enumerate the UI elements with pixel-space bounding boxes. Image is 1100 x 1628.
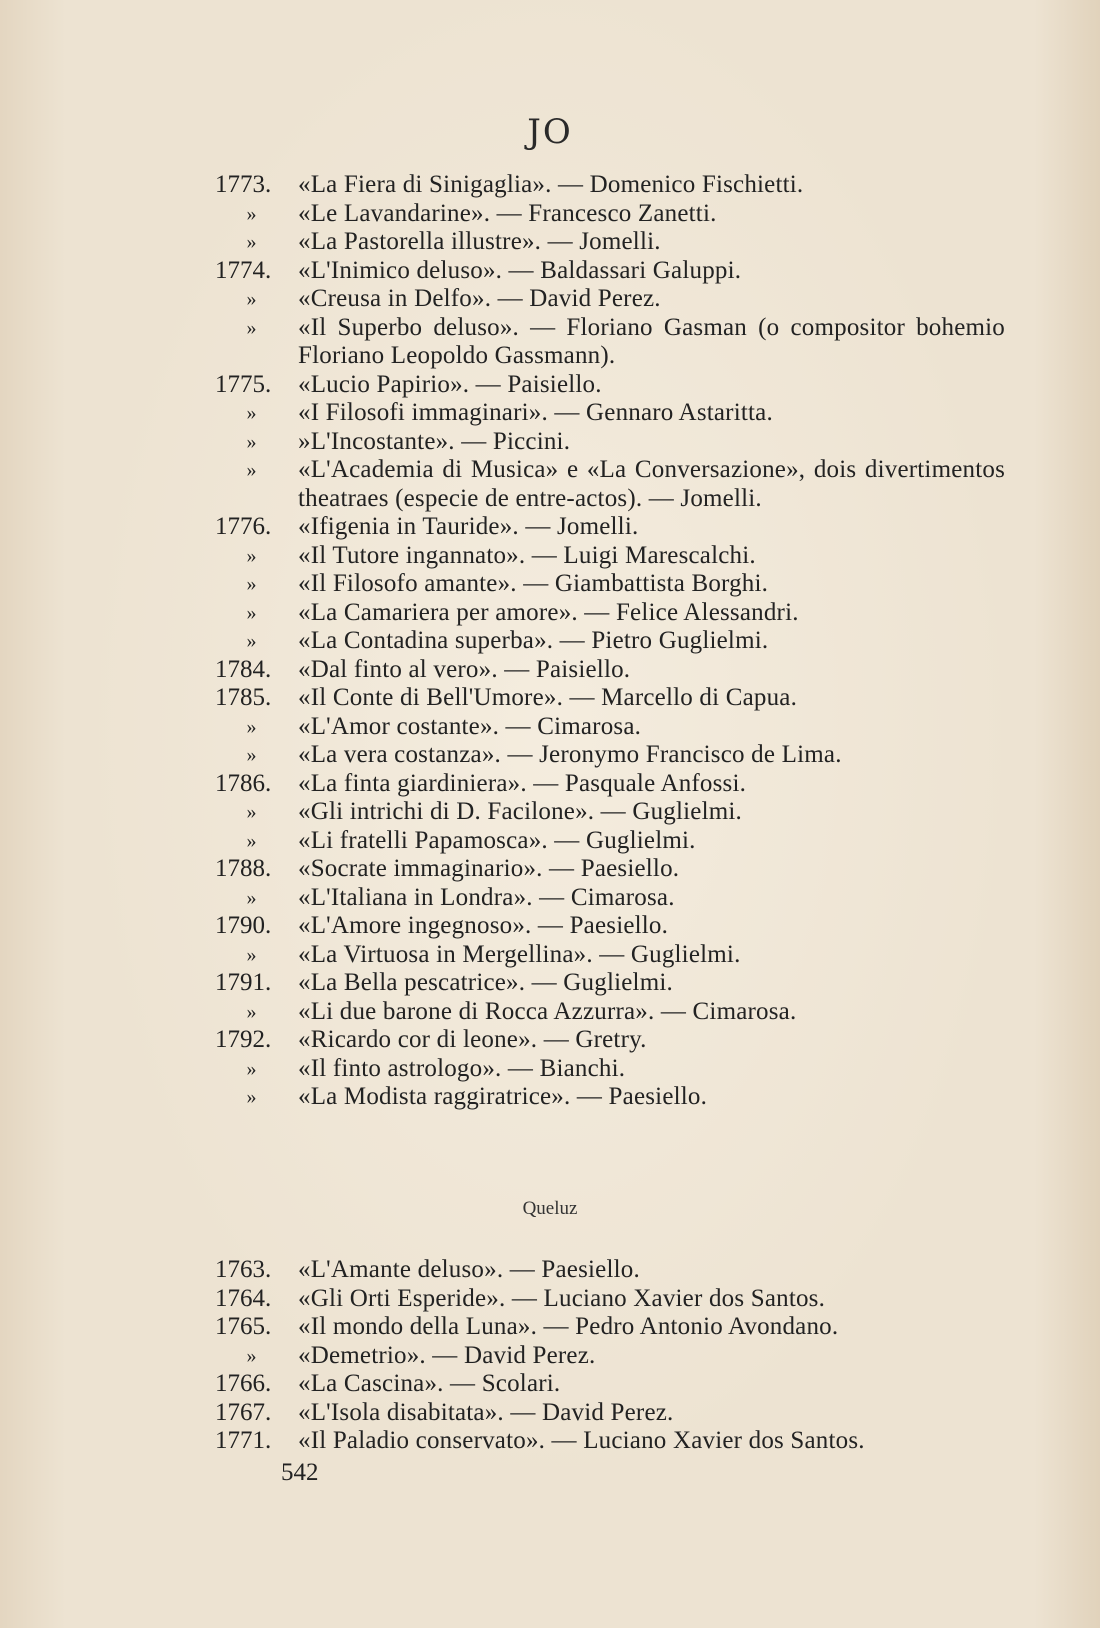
list-entry: [215, 1083, 1005, 1112]
entry-text: «Il Superbo deluso». — Floriano Gasman (o compositor bohemio Floriano Leopoldo Gassmann).: [298, 313, 1005, 369]
entry-text: «Gli intrichi di D. Facilone». — Guglielmi.: [298, 798, 742, 825]
entry-text: «Il Paladio conservato». — Luciano Xavier dos Santos.: [298, 1427, 865, 1454]
entry-text: «L'Amante deluso». — Paesiello.: [298, 1256, 640, 1283]
entry-text: «Socrate immaginario». — Paesiello.: [298, 855, 680, 882]
ditto-mark: »: [246, 573, 257, 595]
entry-year: 1788.: [215, 855, 272, 882]
list-entry: [215, 399, 1005, 428]
entry-text: «La Fiera di Sinigaglia». — Domenico Fischietti.: [298, 171, 804, 198]
entry-text: «La Pastorella illustre». — Jomelli.: [298, 228, 661, 255]
list-entry: [215, 456, 1005, 513]
list-entry: [215, 371, 1005, 400]
entry-text: «Ricardo cor di leone». — Gretry.: [298, 1026, 647, 1053]
list-entry: [215, 200, 1005, 229]
ditto-mark: »: [246, 1086, 257, 1108]
entry-text: «Li due barone di Rocca Azzurra». — Cimarosa.: [298, 997, 797, 1025]
entry-text: «Le Lavandarine». — Francesco Zanetti.: [298, 199, 717, 227]
list-entry: [215, 171, 1005, 200]
list-entry: [215, 855, 1005, 884]
entry-text: «Il Conte di Bell'Umore». — Marcello di Capua.: [298, 684, 798, 711]
entry-year: 1763.: [215, 1256, 272, 1283]
entry-year: 1766.: [215, 1370, 272, 1397]
ditto-mark: »: [246, 886, 257, 909]
entry-year: 1786.: [215, 769, 272, 797]
ditto-mark: »: [246, 202, 257, 225]
list-entry: [215, 684, 1005, 713]
list-entry: [215, 228, 1005, 257]
entry-text: «L'Italiana in Londra». — Cimarosa.: [298, 883, 675, 911]
ditto-mark: »: [246, 430, 257, 453]
entry-year: 1765.: [215, 1313, 272, 1340]
entry-text: «I Filosofi immaginari». — Gennaro Astaritta.: [298, 399, 773, 426]
entry-text: «La finta giardiniera». — Pasquale Anfossi.: [298, 769, 747, 797]
list-entry: [215, 1342, 1005, 1371]
list-entry: [215, 798, 1005, 827]
opera-list-queluz: [215, 1256, 1005, 1456]
list-entry: [215, 257, 1005, 286]
ditto-mark: »: [246, 943, 257, 966]
list-entry: [215, 1256, 1005, 1285]
ditto-mark: »: [246, 1057, 257, 1080]
entry-text: «Il Filosofo amante». — Giambattista Borghi.: [298, 570, 769, 597]
ditto-mark: »: [246, 231, 257, 253]
entry-text: «Gli Orti Esperide». — Luciano Xavier dos Santos.: [298, 1284, 826, 1312]
list-entry: [215, 1399, 1005, 1428]
entry-year: 1771.: [215, 1427, 272, 1454]
ditto-mark: »: [246, 601, 257, 624]
ditto-mark: »: [246, 829, 257, 852]
list-entry: [215, 570, 1005, 599]
list-entry: [215, 428, 1005, 457]
entry-text: «Li fratelli Papamosca». — Guglielmi.: [298, 826, 696, 854]
list-entry: [215, 627, 1005, 656]
page-number: 542: [281, 1459, 319, 1486]
entry-year: 1791.: [215, 969, 272, 996]
entry-text: «La Modista raggiratrice». — Paesiello.: [298, 1083, 708, 1110]
entry-text: «Creusa in Delfo». — David Perez.: [298, 285, 661, 312]
list-entry: [215, 285, 1005, 314]
monogram: JO: [527, 112, 573, 152]
entry-year: 1792.: [215, 1026, 272, 1053]
list-entry: [215, 770, 1005, 799]
list-entry: [215, 969, 1005, 998]
entry-text: «La Cascina». — Scolari.: [298, 1370, 561, 1397]
ditto-mark: »: [246, 288, 257, 310]
ditto-mark: »: [246, 402, 257, 424]
entry-year: 1774.: [215, 256, 272, 284]
list-entry: [215, 1313, 1005, 1342]
entry-year: 1785.: [215, 684, 272, 711]
entry-year: 1767.: [215, 1398, 272, 1426]
entry-year: 1790.: [215, 912, 272, 939]
entry-text: «Il Tutore ingannato». — Luigi Marescalchi.: [298, 541, 756, 569]
list-entry: [215, 827, 1005, 856]
ditto-mark: »: [246, 630, 257, 652]
entry-year: 1776.: [215, 513, 272, 540]
list-entry: [215, 884, 1005, 913]
list-entry: [215, 713, 1005, 742]
list-entry: [215, 912, 1005, 941]
ditto-mark: »: [246, 1344, 257, 1367]
entry-text: «Demetrio». — David Perez.: [298, 1341, 596, 1369]
ditto-mark: »: [246, 801, 257, 823]
list-entry: [215, 998, 1005, 1027]
ditto-mark: »: [246, 715, 257, 738]
list-entry: [215, 656, 1005, 685]
list-entry: [215, 542, 1005, 571]
entry-text: «La Contadina superba». — Pietro Guglielmi.: [298, 627, 769, 654]
section-heading: Queluz: [522, 1198, 578, 1219]
list-entry: [215, 1055, 1005, 1084]
ditto-mark: »: [246, 316, 257, 339]
entry-text: «La vera costanza». — Jeronymo Francisco de Lima.: [298, 741, 842, 768]
list-entry: [215, 1026, 1005, 1055]
ditto-mark: »: [246, 544, 257, 567]
list-entry: [215, 599, 1005, 628]
list-entry: [215, 314, 1005, 371]
entry-text: «Lucio Papirio». — Paisiello.: [298, 370, 602, 398]
entry-text: «L'Inimico deluso». — Baldassari Galuppi.: [298, 256, 742, 284]
list-entry: [215, 941, 1005, 970]
entry-text: «Il mondo della Luna». — Pedro Antonio Avondano.: [298, 1313, 839, 1340]
entry-text: «L'Amore ingegnoso». — Paesiello.: [298, 912, 669, 939]
ditto-mark: »: [246, 459, 257, 481]
entry-text: »L'Incostante». — Piccini.: [298, 427, 571, 455]
list-entry: [215, 1427, 1005, 1456]
list-entry: [215, 1370, 1005, 1399]
list-entry: [215, 1285, 1005, 1314]
entry-year: 1764.: [215, 1284, 272, 1312]
entry-text: «Il finto astrologo». — Bianchi.: [298, 1054, 626, 1082]
entry-year: 1784.: [215, 655, 272, 683]
entry-text: «L'Amor costante». — Cimarosa.: [298, 712, 642, 740]
entry-text: «L'Academia di Musica» e «La Conversazione», dois divertimentos theatraes (especie de entre-actos). — Jomelli.: [298, 456, 1005, 512]
entry-text: «L'Isola disabitata». — David Perez.: [298, 1398, 674, 1426]
entry-text: «La Virtuosa in Mergellina». — Guglielmi.: [298, 940, 741, 968]
list-entry: [215, 741, 1005, 770]
entry-text: «Dal finto al vero». — Paisiello.: [298, 655, 631, 683]
ditto-mark: »: [246, 1000, 257, 1023]
list-entry: [215, 513, 1005, 542]
entry-text: «La Bella pescatrice». — Guglielmi.: [298, 969, 673, 996]
entry-year: 1775.: [215, 370, 272, 398]
entry-text: «Ifigenia in Tauride». — Jomelli.: [298, 513, 639, 540]
entry-text: «La Camariera per amore». — Felice Alessandri.: [298, 598, 799, 626]
ditto-mark: »: [246, 744, 257, 766]
opera-list-main: [215, 171, 1005, 1112]
entry-year: 1773.: [215, 171, 272, 198]
